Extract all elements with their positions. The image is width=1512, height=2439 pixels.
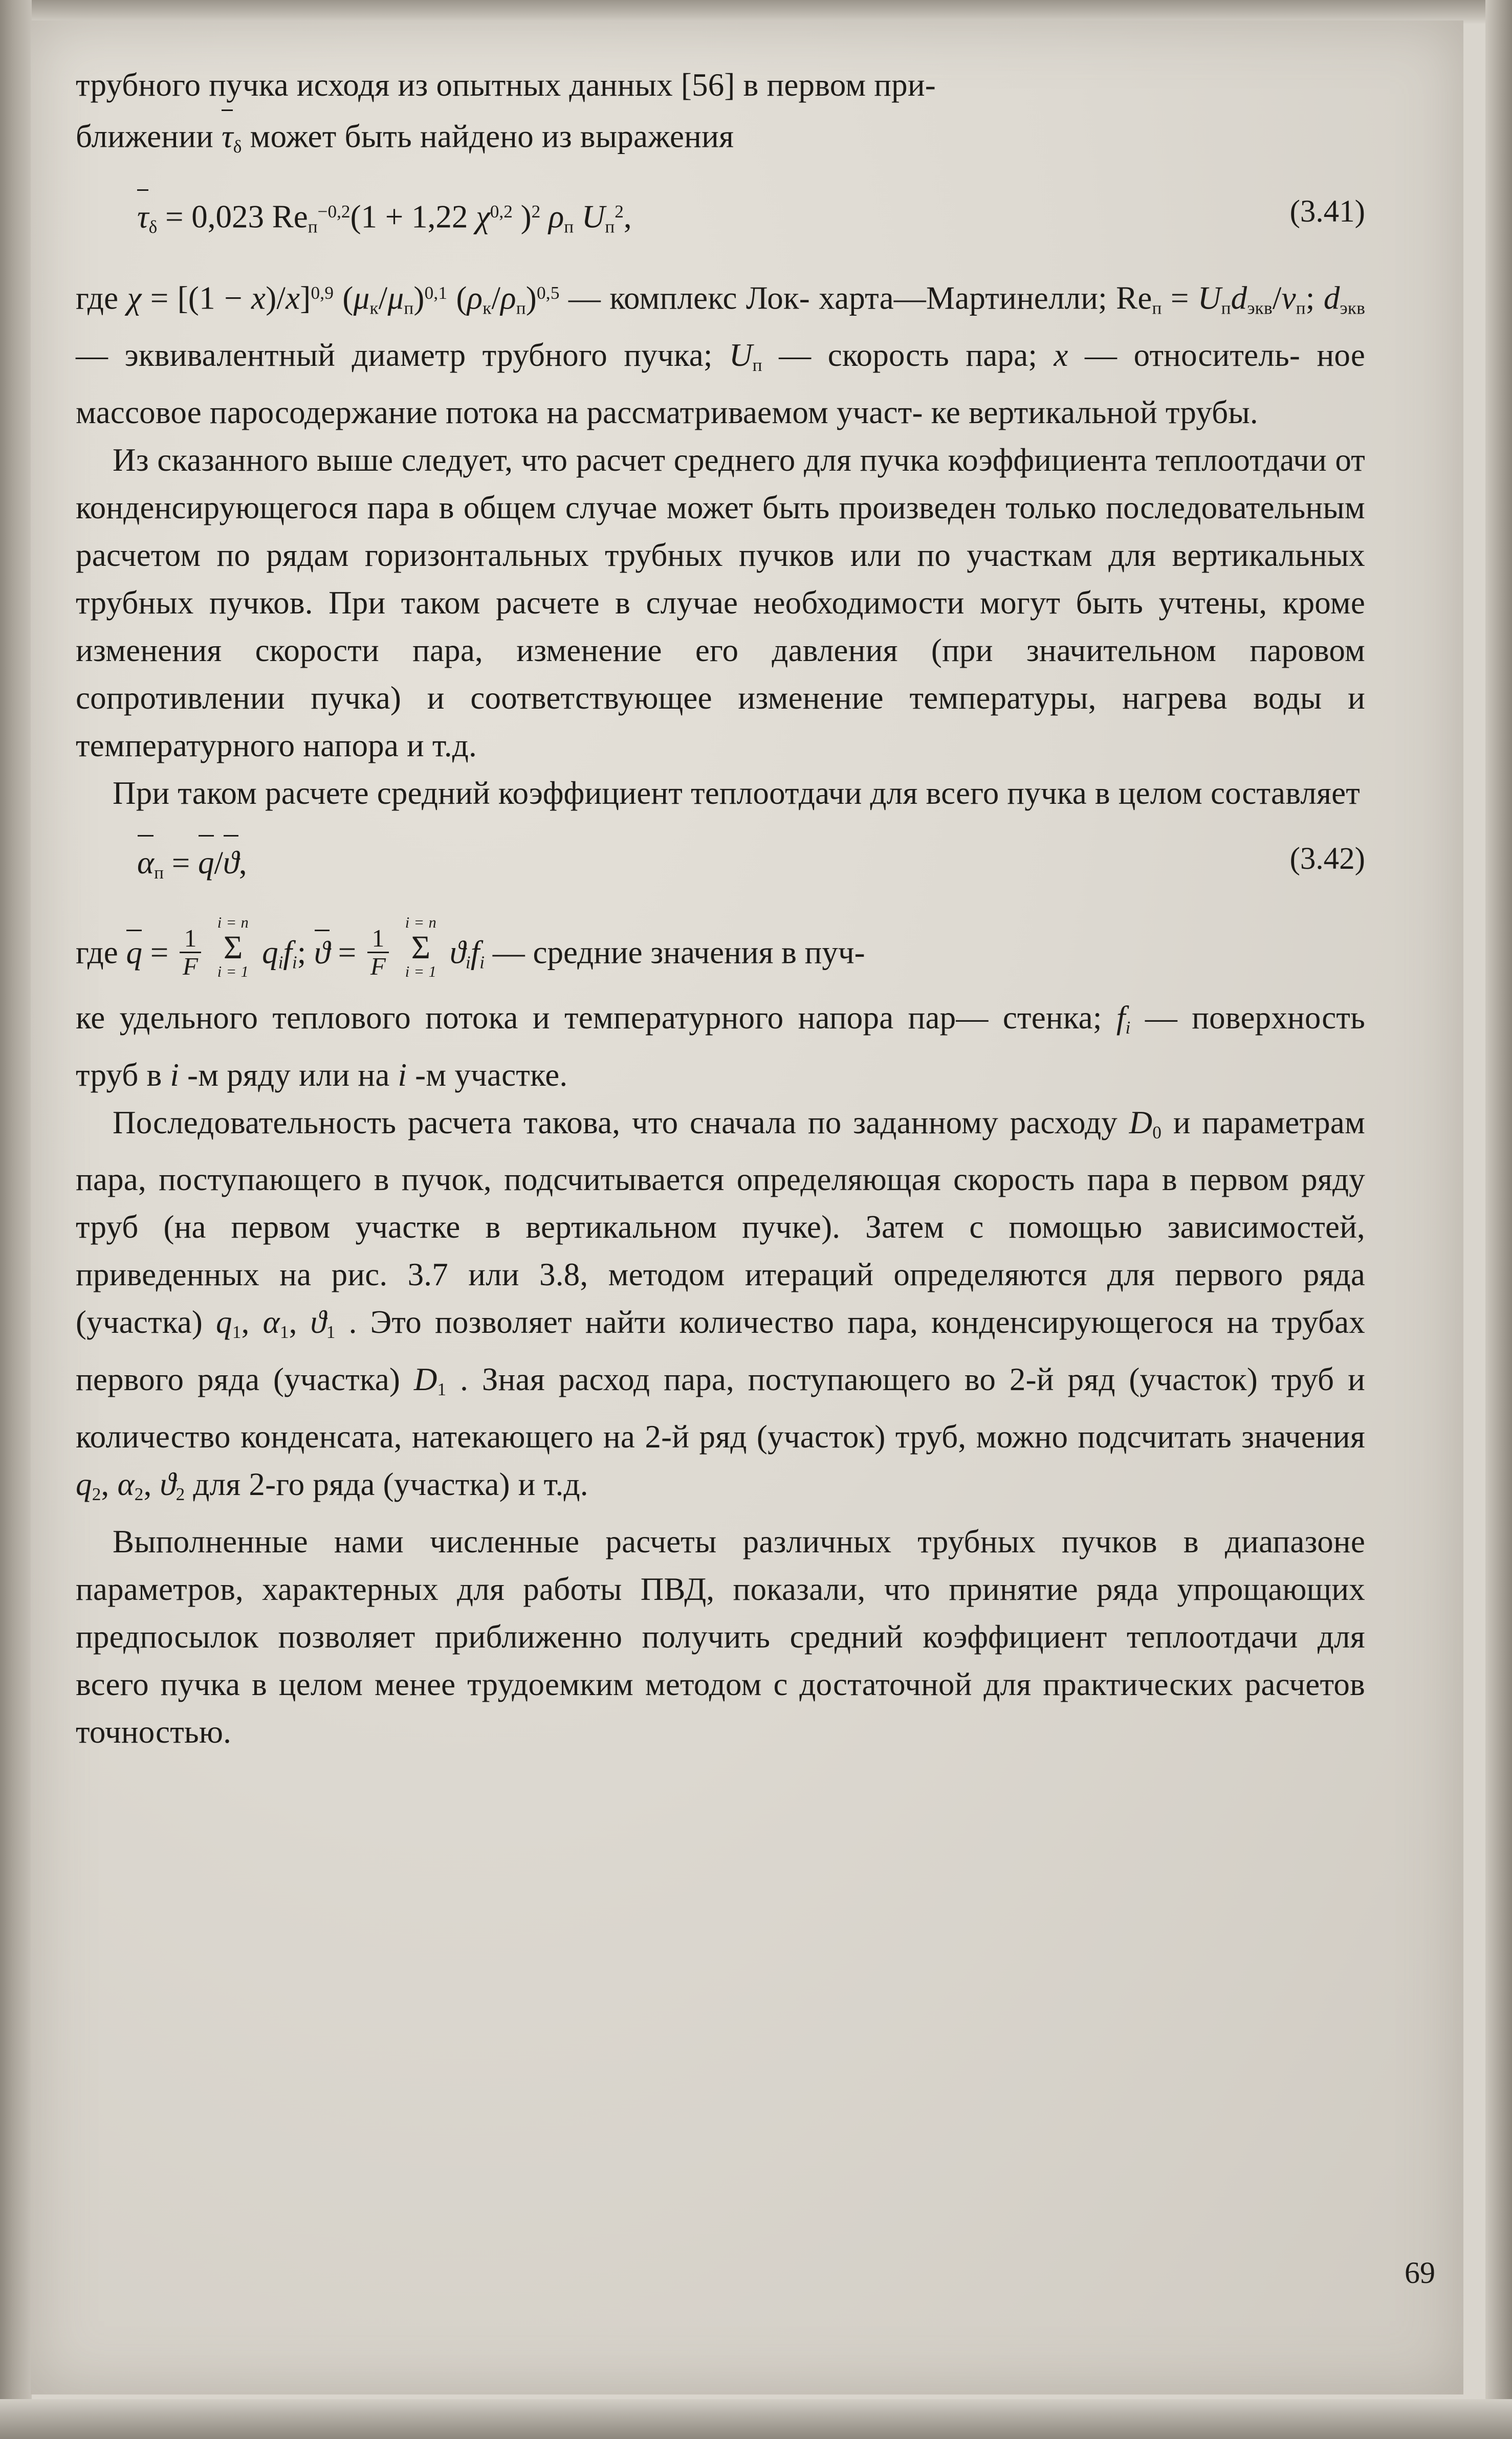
paragraph-line: -м ряду или на bbox=[187, 1057, 390, 1093]
fraction-one-over-f: $\frac{1}{F}$ bbox=[367, 925, 389, 979]
fraction-one-over-f: $\frac{1}{F}$ bbox=[180, 925, 201, 979]
where-text: — средние значения в пуч- bbox=[492, 934, 865, 971]
paragraph-line: стенка; bbox=[1002, 999, 1102, 1036]
equation-3-42 bbox=[76, 834, 1365, 897]
page-edge-right bbox=[1485, 0, 1512, 2439]
equation-3-42-body: $\alpha_п = q/ϑ$, bbox=[137, 834, 247, 897]
where-label: где bbox=[76, 280, 119, 316]
paragraph-line: — поверхность труб в bbox=[76, 999, 1366, 1093]
page-content bbox=[76, 61, 1365, 1756]
equation-number: (3.42) bbox=[1289, 841, 1365, 876]
paragraph-text: и параметрам пара, поступающего в пучок, подсчитывается определяющая скорость пара в первом ряду труб (на первом участке в вертикальном пучке). Затем с помощью зависимостей, приведенных на рис. 3.7 или 3.8, методом итераций определяются для первого ряда (участка) bbox=[76, 1104, 1366, 1341]
page-number: 69 bbox=[1405, 2256, 1435, 2290]
symbol-tau-delta: $\tau_\delta$ bbox=[222, 119, 250, 155]
where-text: ке вертикальной трубы. bbox=[931, 394, 1258, 430]
summation-operator: i = n Σ i = 1 bbox=[405, 914, 437, 981]
paragraph-body: Из сказанного выше следует, что расчет среднего для пучка коэффициента теплоотдачи от конденсирующегося пара в общем случае может быть произведен только последовательным расчетом по рядам горизонтальных трубных пучков или по участкам для вертикальных трубных пучков. При таком расчете в случае необходимости могут быть учтены, кроме изменения скорости пара, изменение его давления (при значительном паровом сопротивлении пучка) и соответствующее изменение температуры, нагрева воды и температурного напора и т.д. bbox=[76, 442, 1365, 763]
paragraph-where-clause: где $\chi = [(1 - x)/x]^{0,9}$ $(\mu к/\mu п)^{0,1}$ $(\rho к/\rho п)^{0,5}$ — комплекс Лок- харта—Мартинелли; Reп = Uпdэкв/νп; dэкв — эквивалентный диаметр трубного пучка; Uп — скорость пара; x — относитель- ное массовое паросодержание потока на рассматриваемом участ- ке вертикальной трубы. bbox=[76, 280, 1366, 430]
paragraph-body: Последовательность расчета такова, что сначала по заданному расходу D0 и параметрам пара, поступающего в пучок, подсчитывается определяющая скорость пара в первом ряду труб (на первом участке в вертикальном пучке). Затем с помощью зависимостей, приведенных на рис. 3.7 или 3.8, методом итераций определяются для первого ряда (участка) q1, α1, ϑ1 . Это позволяет найти количество пара, конденсирующегося на трубах первого ряда (участка) D1 . Зная расход пара, поступающего во 2-й ряд (участок) труб и количество конденсата, натекающего на 2-й ряд (участок) труб, можно подсчитать значения q2, α2, ϑ2 для 2-го ряда (участка) и т.д. bbox=[76, 1104, 1366, 1505]
paragraph-text: Последовательность расчета такова, что сначала по заданному расходу bbox=[113, 1104, 1117, 1140]
equation-mean-values: где q = $\frac{1}{F}$ i = n Σ i = 1 qifi; ϑ = $\frac{1}{F}$ i = n Σ i = 1 ϑifi — средние значения в пуч- bbox=[76, 914, 865, 981]
paragraph-text: . Это позволяет найти количество пара, конденсирующегося на трубах первого ряда (участка) bbox=[76, 1304, 1365, 1398]
equation-number: (3.41) bbox=[1289, 194, 1365, 229]
where-text: — комплекс Лок- bbox=[568, 280, 810, 316]
paragraph-text: . Зная расход пара, поступающего во 2-й ряд (участок) труб и количество конденсата, натекающего на 2-й ряд (участок) труб, можно подсчитать значения bbox=[76, 1361, 1365, 1455]
where-text: — относитель- bbox=[1084, 337, 1301, 373]
paragraph-body: При таком расчете средний коэффициент теплоотдачи для всего пучка в целом составляет bbox=[113, 775, 1361, 811]
paragraph-line: ке удельного теплового потока и температурного напора пар— bbox=[76, 999, 989, 1036]
where-label: где bbox=[76, 934, 118, 971]
page-edge-bottom bbox=[0, 2399, 1512, 2439]
where-text: эквивалентный bbox=[124, 337, 336, 373]
equation-3-41 bbox=[76, 187, 1365, 251]
where-text: ное массовое паросодержание потока на рассматриваемом участ- bbox=[76, 337, 1366, 430]
summation-operator: i = n Σ i = 1 bbox=[217, 914, 249, 981]
paragraph-continuation: ке удельного теплового потока и температурного напора пар— стенка; fi — поверхность труб в i -м ряду или на i -м участке. bbox=[76, 999, 1366, 1093]
paragraph-line: может быть найдено из выражения bbox=[250, 118, 734, 155]
paragraph-line: -м участке. bbox=[415, 1057, 568, 1093]
where-text: харта—Мартинелли; bbox=[819, 280, 1107, 316]
paragraph-body: Выполненные нами численные расчеты различных трубных пучков в диапазоне параметров, характерных для работы ПВД, показали, что принятие ряда упрощающих предпосылок позволяет приближенно получить средний коэффициент теплоотдачи для всего пучка в целом менее трудоемким методом с достаточной для практических расчетов точностью. bbox=[76, 1524, 1365, 1750]
paragraph-line: трубного пучка исходя из опытных данных [56] в первом при- bbox=[76, 67, 936, 103]
where-text: — скорость пара; bbox=[779, 337, 1038, 373]
where-text: диаметр трубного пучка; bbox=[352, 337, 713, 373]
paragraph-continuation bbox=[76, 61, 1365, 170]
page-edge-left bbox=[0, 0, 32, 2439]
equation-3-41-body: $\tau_\delta = 0,023$ Reп$^{-0,2}$(1 + 1,22 $\chi^{0,2}$ )$^2$ ρп $Uп^2$, bbox=[137, 187, 632, 251]
paragraph-line: ближении bbox=[76, 118, 214, 155]
paragraph-text: для 2-го ряда (участка) и т.д. bbox=[193, 1466, 588, 1503]
